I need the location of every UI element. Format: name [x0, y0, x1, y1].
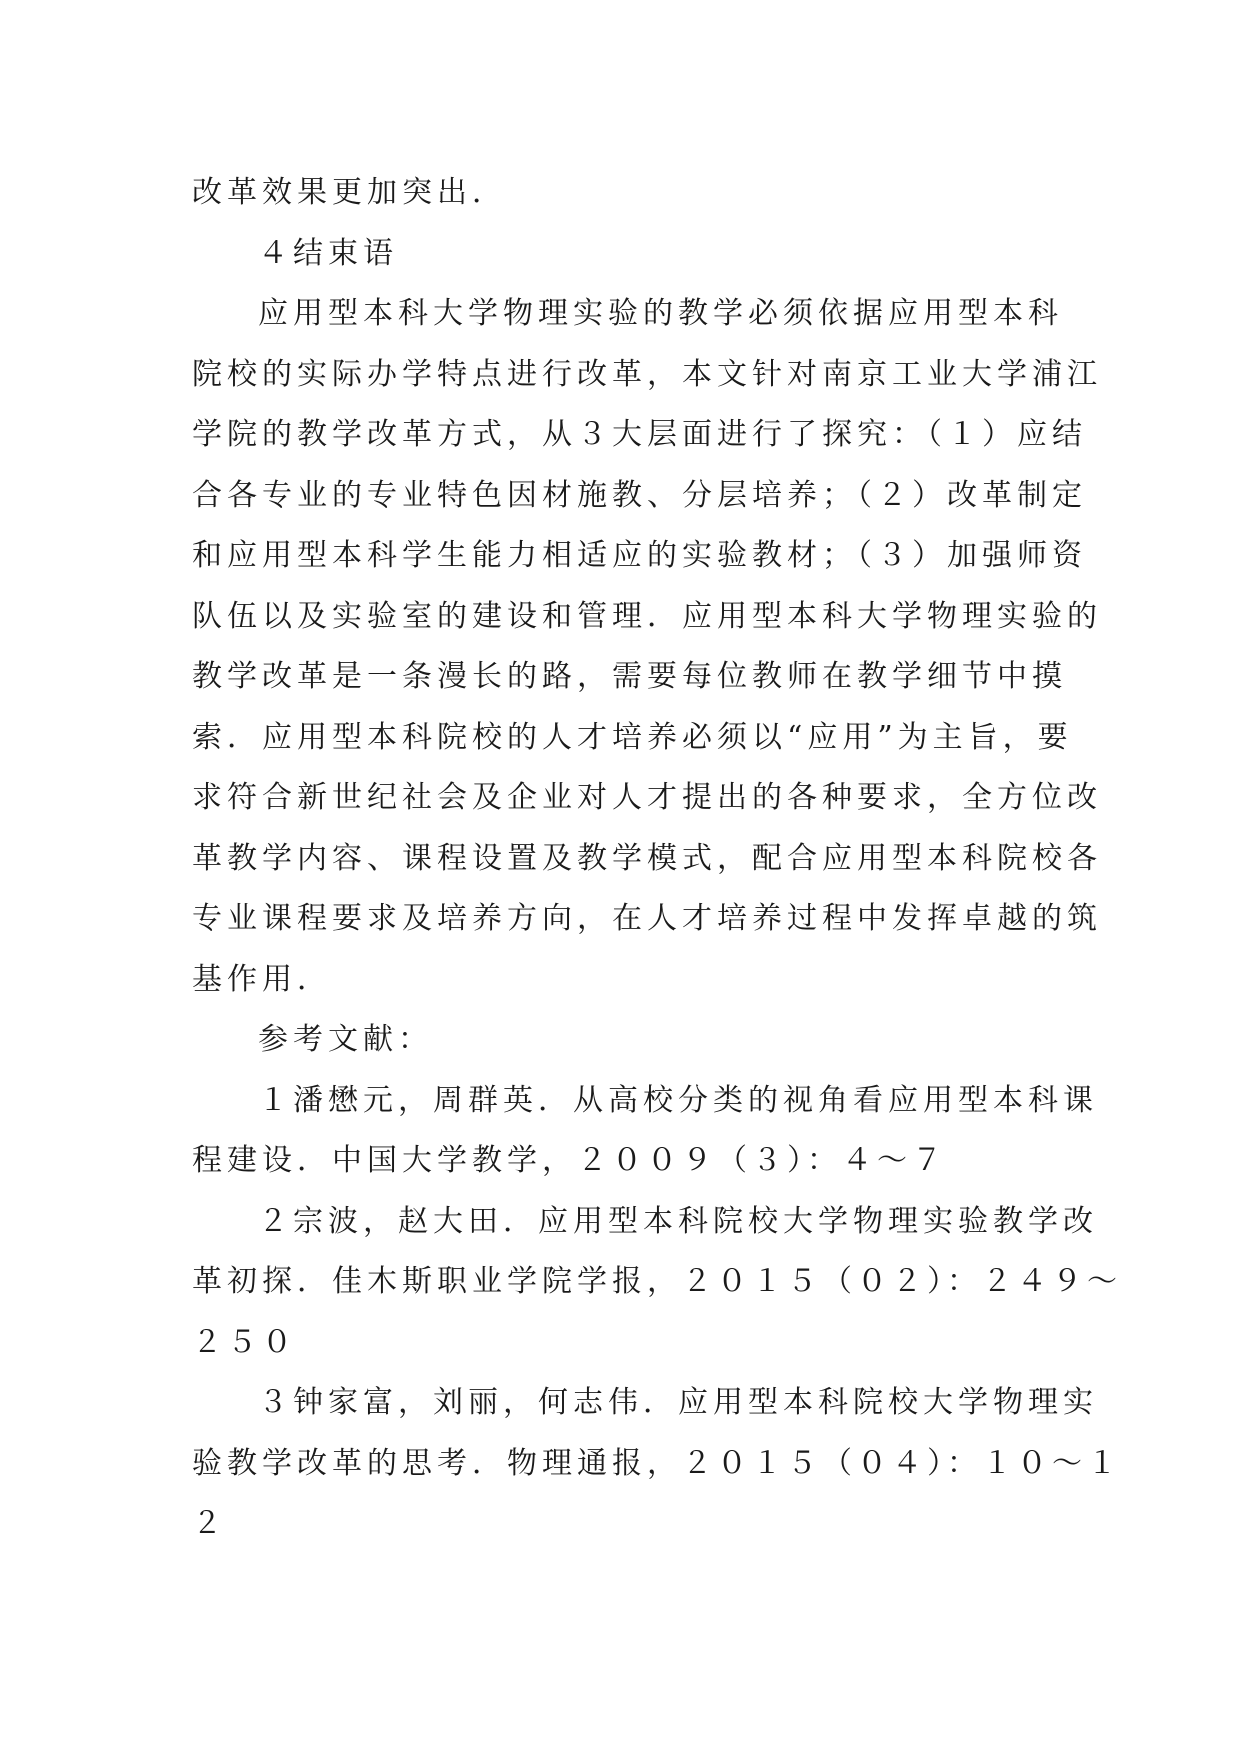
text-line: 和应用型本科学生能力相适应的实验教材；（３）加强师资 [192, 538, 1087, 573]
text-line: 索．应用型本科院校的人才培养必须以“应用”为主旨，要 [192, 719, 1073, 755]
text-line: ４结束语 [258, 235, 398, 271]
text-line: 学院的教学改革方式，从３大层面进行了探究：（１）应结 [192, 417, 1087, 452]
text-line: ２宗波，赵大田．应用型本科院校大学物理实验教学改 [258, 1203, 1098, 1239]
text-line: 基作用． [192, 961, 332, 997]
text-line: 教学改革是一条漫长的路，需要每位教师在教学细节中摸 [192, 659, 1067, 694]
text-line: 院校的实际办学特点进行改革，本文针对南京工业大学浦江 [192, 356, 1102, 392]
text-line: ３钟家富，刘丽，何志伟．应用型本科院校大学物理实 [258, 1385, 1098, 1420]
text-line: 专业课程要求及培养方向，在人才培养过程中发挥卓越的筑 [192, 901, 1102, 936]
text-line: ２ [192, 1506, 227, 1541]
text-line: １潘懋元，周群英．从高校分类的视角看应用型本科课 [258, 1082, 1098, 1118]
text-line: ２５０ [192, 1324, 297, 1360]
text-line: 改革效果更加突出． [192, 175, 507, 210]
text-line: 革初探．佳木斯职业学院学报，２０１５（０２）：２４９～ [192, 1264, 1122, 1299]
text-line: 程建设．中国大学教学，２００９（３）：４～７ [192, 1143, 947, 1178]
text-line: 队伍以及实验室的建设和管理．应用型本科大学物理实验的 [192, 598, 1102, 634]
text-line: 应用型本科大学物理实验的教学必须依据应用型本科 [258, 296, 1063, 331]
text-line: 革教学内容、课程设置及教学模式，配合应用型本科院校各 [192, 840, 1102, 876]
body-text [192, 163, 1122, 1555]
text-line: 验教学改革的思考．物理通报，２０１５（０４）：１０～１ [192, 1445, 1122, 1481]
text-line: 参考文献： [258, 1022, 433, 1057]
text-line: 求符合新世纪社会及企业对人才提出的各种要求，全方位改 [192, 780, 1102, 815]
text-line: 合各专业的专业特色因材施教、分层培养；（２）改革制定 [192, 477, 1087, 513]
